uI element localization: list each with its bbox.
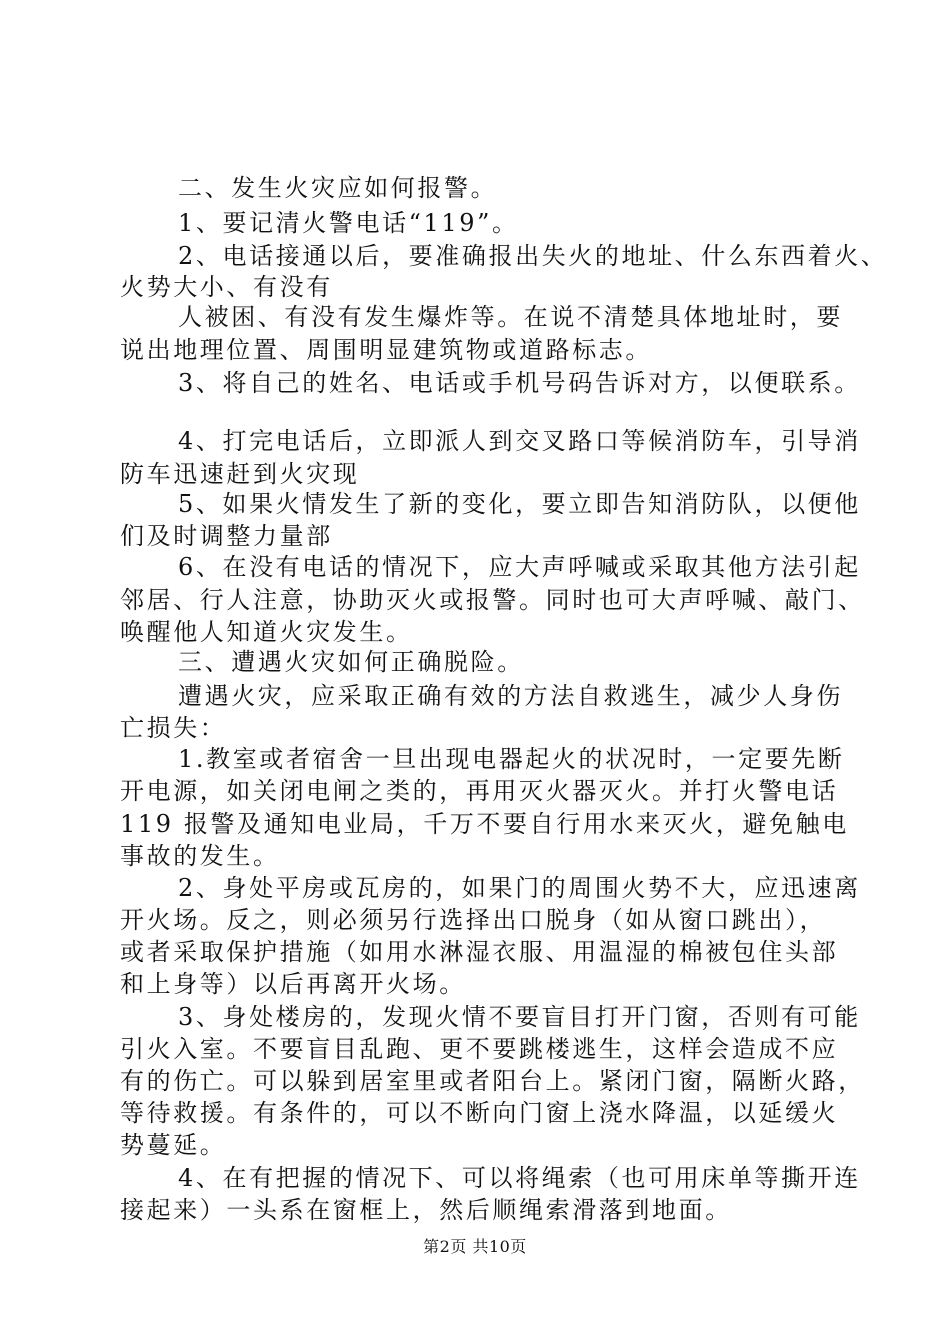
paragraph-line: 事故的发生。	[120, 842, 280, 870]
paragraph-line: 1、要记清火警电话“119”。	[178, 209, 519, 237]
paragraph-line: 唤醒他人知道火灾发生。	[120, 618, 413, 646]
paragraph-line: 有的伤亡。可以躲到居室里或者阳台上。紧闭门窗，隔断火路，	[120, 1067, 865, 1095]
paragraph-line: 4、打完电话后，立即派人到交叉路口等候消防车，引导消	[178, 427, 861, 455]
paragraph-line: 6、在没有电话的情况下，应大声呼喊或采取其他方法引起	[178, 553, 861, 581]
paragraph-line: 开电源，如关闭电闸之类的，再用灭火器灭火。并打火警电话	[120, 777, 839, 805]
paragraph-line: 引火入室。不要盲目乱跑、更不要跳楼逃生，这样会造成不应	[120, 1035, 839, 1063]
paragraph-line: 防车迅速赶到火灾现	[120, 460, 360, 488]
paragraph-line: 2、身处平房或瓦房的，如果门的周围火势不大，应迅速离	[178, 874, 861, 902]
paragraph-line: 等待救援。有条件的，可以不断向门窗上浇水降温，以延缓火	[120, 1099, 839, 1127]
paragraph-line: 1.教室或者宿舍一旦出现电器起火的状况时，一定要先断	[178, 745, 845, 773]
paragraph-line: 和上身等）以后再离开火场。	[120, 970, 466, 998]
paragraph-line: 5、如果火情发生了新的变化，要立即告知消防队，以便他	[178, 490, 861, 518]
paragraph-line: 人被困、有没有发生爆炸等。在说不清楚具体地址时，要	[178, 303, 843, 331]
paragraph-line: 开火场。反之，则必须另行选择出口脱身（如从窗口跳出），	[120, 906, 827, 934]
paragraph-line: 火势大小、有没有	[120, 273, 333, 301]
paragraph-line: 亡损失：	[120, 714, 227, 742]
section-heading-2: 二、发生火灾应如何报警。	[178, 174, 498, 202]
paragraph-line: 3、将自己的姓名、电话或手机号码告诉对方，以便联系。	[178, 369, 861, 397]
section-heading-3: 三、遭遇火灾如何正确脱险。	[178, 648, 524, 676]
paragraph-line: 遭遇火灾，应采取正确有效的方法自救逃生，减少人身伤	[178, 682, 843, 710]
paragraph-line: 势蔓延。	[120, 1131, 227, 1159]
paragraph-line: 接起来）一头系在窗框上，然后顺绳索滑落到地面。	[120, 1196, 732, 1224]
paragraph-line: 说出地理位置、周围明显建筑物或道路标志。	[120, 336, 652, 364]
paragraph-line: 119 报警及通知电业局，千万不要自行用水来灭火，避免触电	[120, 810, 849, 838]
paragraph-line: 4、在有把握的情况下、可以将绳索（也可用床单等撕开连	[178, 1164, 861, 1192]
paragraph-line: 邻居、行人注意，协助灭火或报警。同时也可大声呼喊、敲门、	[120, 586, 865, 614]
paragraph-line: 3、身处楼房的，发现火情不要盲目打开门窗，否则有可能	[178, 1003, 861, 1031]
paragraph-line: 们及时调整力量部	[120, 522, 333, 550]
paragraph-line: 2、电话接通以后，要准确报出失火的地址、什么东西着火、	[178, 242, 888, 270]
paragraph-line: 或者采取保护措施（如用水淋湿衣服、用温湿的棉被包住头部	[120, 938, 839, 966]
page-number-footer: 第2页 共10页	[423, 1237, 527, 1256]
